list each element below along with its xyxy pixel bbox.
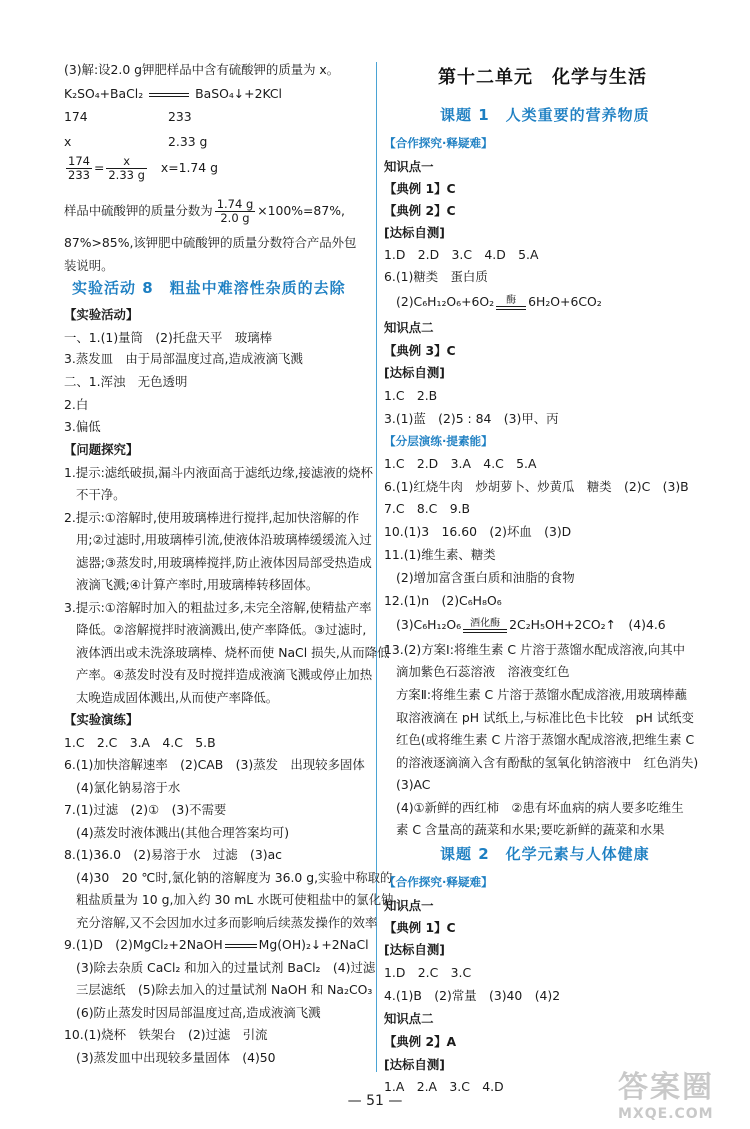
zymase-condition: 酒化酶: [463, 619, 507, 633]
layer-6: 6.(1)红烧牛肉 炒胡萝卜、炒黄瓜 糖类 (2)C (3)B: [384, 479, 689, 494]
layer-13-line-2: 滴加紫色石蕊溶液 溶液变红色: [396, 664, 570, 679]
practice-10-line-2: (3)蒸发皿中出现较多量固体 (4)50: [76, 1050, 276, 1065]
fraction-174-233: $\frac{174}{233}$: [68, 154, 90, 182]
eq-glucose-left: (2)C₆H₁₂O₆+6O₂: [396, 294, 495, 309]
eq-ferment-left: (3)C₆H₁₂O₆: [396, 617, 462, 632]
problem-3-line-4: 产率。④蒸发时没有及时搅拌造成液滴飞溅或停止加热: [76, 667, 373, 682]
watermark-line-1: 答案圈: [618, 1070, 714, 1105]
problem-1-line-1: 1.提示:滤纸破损,漏斗内液面高于滤纸边缘,接滤液的烧杯: [64, 465, 373, 480]
self-test-1-5: 1.D 2.D 3.C 4.D 5.A: [384, 247, 539, 262]
tag-experiment-practice: 【实验演练】: [64, 712, 139, 727]
eq-reactants: K₂SO₄+BaCl₂: [64, 86, 144, 101]
self-test-2-1: 1.C 2.B: [384, 388, 438, 403]
mass-x: x: [64, 134, 72, 149]
knowledge-point-4: 知识点二: [384, 1011, 434, 1026]
tag-self-test-2: [达标自测]: [384, 365, 445, 380]
problem-3-line-3: 液体洒出或未洗涤玻璃棒、烧杯而使 NaCl 损失,从而降低: [76, 645, 390, 660]
problem-2-line-2: 用;②过滤时,用玻璃棒引流,使液体沿玻璃棒缓缓流入过: [76, 532, 372, 547]
example-3: 【典例 3】C: [384, 343, 456, 358]
lesson2-self-1-3: 1.D 2.C 3.C: [384, 965, 472, 980]
layer-13-line-3: 方案Ⅱ:将维生素 C 片溶于蒸馏水配成溶液,用玻璃棒蘸: [396, 687, 687, 702]
layer-13-line-4: 取溶液滴在 pH 试纸上,与标准比色卡比较 pH 试纸变: [396, 710, 694, 725]
fraction-equals: =: [93, 160, 105, 175]
practice-9-line-4: (6)防止蒸发时因局部温度过高,造成液滴飞溅: [76, 1005, 321, 1020]
layer-13-line-6: 的溶液逐滴滴入含有酚酞的氢氧化钠溶液中 红色消失): [396, 755, 699, 770]
layer-11-line-1: 11.(1)维生素、糖类: [384, 547, 496, 562]
problem-2-line-4: 液滴飞溅;④计算产率时,用玻璃棒转移固体。: [76, 577, 319, 592]
knowledge-point-2: 知识点二: [384, 320, 434, 335]
watermark-logo: [618, 1062, 748, 1128]
conclusion-line-2: 装说明。: [64, 258, 114, 273]
lesson-1-title: 课题 1 人类重要的营养物质: [440, 106, 650, 124]
practice-7-line-1: 7.(1)过滤 (2)① (3)不需要: [64, 802, 227, 817]
practice-1-5: 1.C 2.C 3.A 4.C 5.B: [64, 735, 216, 750]
equals-sign: [149, 93, 189, 97]
reaction-equation: [64, 86, 282, 102]
practice-8-line-4: 充分溶解,又不会因加水过多而影响后续蒸发操作的效率: [76, 915, 378, 930]
problem-3-line-5: 太晚造成固体溅出,从而使产率降低。: [76, 690, 279, 705]
lesson2-self-final: 1.A 2.A 3.C 4.D: [384, 1079, 504, 1094]
ratio-row-2: [64, 134, 208, 150]
layer-7-9: 7.C 8.C 9.B: [384, 501, 471, 516]
fraction-1.74-2.0: $\frac{1.74 g}{2.0 g}$: [216, 197, 254, 225]
enzyme-condition: 酶: [496, 296, 526, 310]
practice-10-line-1: 10.(1)烧杯 铁架台 (2)过滤 引流: [64, 1027, 268, 1042]
problem-2-line-1: 2.提示:①溶解时,使用玻璃棒进行搅拌,起加快溶解的作: [64, 510, 360, 525]
tag-layered-practice: 【分层演练·提素能】: [384, 434, 493, 448]
watermark-line-2: MXQE.COM: [618, 1106, 714, 1122]
tag-self-test-1: [达标自测]: [384, 225, 445, 240]
tag-experiment-activity: 【实验活动】: [64, 307, 139, 322]
practice-9-line-3: 三层滤纸 (5)除去加入的过量试剂 NaOH 和 Na₂CO₃: [76, 982, 373, 997]
problem-2-line-3: 滤器;③蒸发时,用玻璃棒搅拌,防止液体因局部受热造成: [76, 555, 372, 570]
eq-ferment-right: 2C₂H₅OH+2CO₂↑ (4)4.6: [509, 617, 666, 632]
conclusion-line-1: 87%>85%,该钾肥中硫酸钾的质量分数符合产品外包: [64, 235, 357, 250]
x-result: x=1.74 g: [160, 160, 218, 175]
eq-glucose-right: 6H₂O+6CO₂: [528, 294, 602, 309]
self-test-6-line-2: [396, 294, 602, 310]
practice-9-prefix: 9.(1)D (2)MgCl₂+2NaOH: [64, 937, 223, 952]
problem-3-line-1: 3.提示:①溶解时加入的粗盐过多,未完全溶解,使精盐产率: [64, 600, 372, 615]
practice-6-line-1: 6.(1)加快溶解速率 (2)CAB (3)蒸发 出现较多固体: [64, 757, 365, 772]
practice-9-suffix: Mg(OH)₂↓+2NaCl: [258, 937, 369, 952]
tag-coop-1: 【合作探究·释疑难】: [384, 136, 493, 150]
mass-233g: 2.33 g: [168, 134, 208, 149]
practice-9-line-2: (3)除去杂质 CaCl₂ 和加入的过量试剂 BaCl₂ (4)过滤: [76, 960, 376, 975]
self-test-2-3: 3.(1)蓝 (2)5 : 84 (3)甲、丙: [384, 411, 559, 426]
knowledge-point-1: 知识点一: [384, 159, 434, 174]
lesson-2-title: 课题 2 化学元素与人体健康: [440, 845, 650, 863]
example-5: 【典例 2】A: [384, 1034, 457, 1049]
practice-7-line-2: (4)蒸发时液体溅出(其他合理答案均可): [76, 825, 290, 840]
layer-13-line-1: 13.(2)方案Ⅰ:将维生素 C 片溶于蒸馏水配成溶液,向其中: [384, 642, 685, 657]
mass-fraction-suffix: ×100%=87%,: [257, 203, 345, 218]
knowledge-point-3: 知识点一: [384, 898, 434, 913]
tag-problem-inquiry: 【问题探究】: [64, 442, 139, 457]
example-1: 【典例 1】C: [384, 181, 456, 196]
tag-coop-2: 【合作探究·释疑难】: [384, 875, 493, 889]
layer-1-5: 1.C 2.D 3.A 4.C 5.A: [384, 456, 537, 471]
activity-e1: 二、1.浑浊 无色透明: [64, 374, 188, 389]
lesson2-self-4: 4.(1)B (2)常量 (3)40 (4)2: [384, 988, 561, 1003]
layer-13-line-5: 红色(或将维生素 C 片溶于蒸馏水配成溶液,把维生素 C: [396, 732, 695, 747]
fraction-x-2.33: $\frac{x}{2.33 g}$: [108, 154, 145, 182]
practice-9-line-1: [64, 937, 369, 953]
proportion-line: [64, 155, 218, 182]
activity-e2: 2.白: [64, 397, 89, 412]
layer-12-line-2: [396, 617, 666, 633]
molar-174: 174: [64, 109, 88, 124]
problem-3-line-2: 降低。②溶解搅拌时液滴溅出,使产率降低。③过滤时,: [76, 622, 367, 637]
layer-13-line-8: (4)①新鲜的西红柿 ②患有坏血病的病人要多吃维生: [396, 800, 684, 815]
mass-fraction-prefix: 样品中硫酸钾的质量分数为: [64, 203, 213, 218]
molar-233: 233: [168, 109, 192, 124]
equals-sign: [225, 944, 257, 948]
layer-12-line-1: 12.(1)n (2)C₆H₈O₆: [384, 593, 502, 608]
page-number: — 51 —: [347, 1093, 403, 1109]
layer-10: 10.(1)3 16.60 (2)坏血 (3)D: [384, 524, 572, 539]
practice-8-line-2: (4)30 20 ℃时,氯化钠的溶解度为 36.0 g,实验中称取的: [76, 870, 393, 885]
layer-13-line-9: 素 C 含量高的蔬菜和水果;要吃新鲜的蔬菜和水果: [396, 822, 665, 837]
s3-intro: (3)解:设2.0 g钾肥样品中含有硫酸钾的质量为 x。: [64, 62, 340, 77]
self-test-6-line-1: 6.(1)糖类 蛋白质: [384, 269, 488, 284]
activity-1: 一、1.(1)量筒 (2)托盘天平 玻璃棒: [64, 330, 273, 345]
experiment-8-title: 实验活动 8 粗盐中难溶性杂质的去除: [72, 279, 346, 297]
example-2: 【典例 2】C: [384, 203, 456, 218]
activity-e3: 3.偏低: [64, 419, 101, 434]
tag-self-test-4: [达标自测]: [384, 1057, 445, 1072]
practice-8-line-3: 粗盐质量为 10 g,加入约 30 mL 水既可使粗盐中的氯化钠: [76, 892, 394, 907]
unit-title: 第十二单元 化学与生活: [438, 67, 647, 88]
tag-self-test-3: [达标自测]: [384, 942, 445, 957]
problem-1-line-2: 不干净。: [76, 487, 126, 502]
activity-3: 3.蒸发皿 由于局部温度过高,造成液滴飞溅: [64, 351, 303, 366]
layer-13-line-7: (3)AC: [396, 777, 431, 792]
layer-11-line-2: (2)增加富含蛋白质和油脂的食物: [396, 570, 575, 585]
practice-6-line-2: (4)氯化钠易溶于水: [76, 780, 181, 795]
mass-fraction-line: [64, 198, 345, 225]
example-4: 【典例 1】C: [384, 920, 456, 935]
ratio-row-1: [64, 109, 192, 125]
eq-products: BaSO₄↓+2KCl: [195, 86, 282, 101]
practice-8-line-1: 8.(1)36.0 (2)易溶于水 过滤 (3)ac: [64, 847, 282, 862]
